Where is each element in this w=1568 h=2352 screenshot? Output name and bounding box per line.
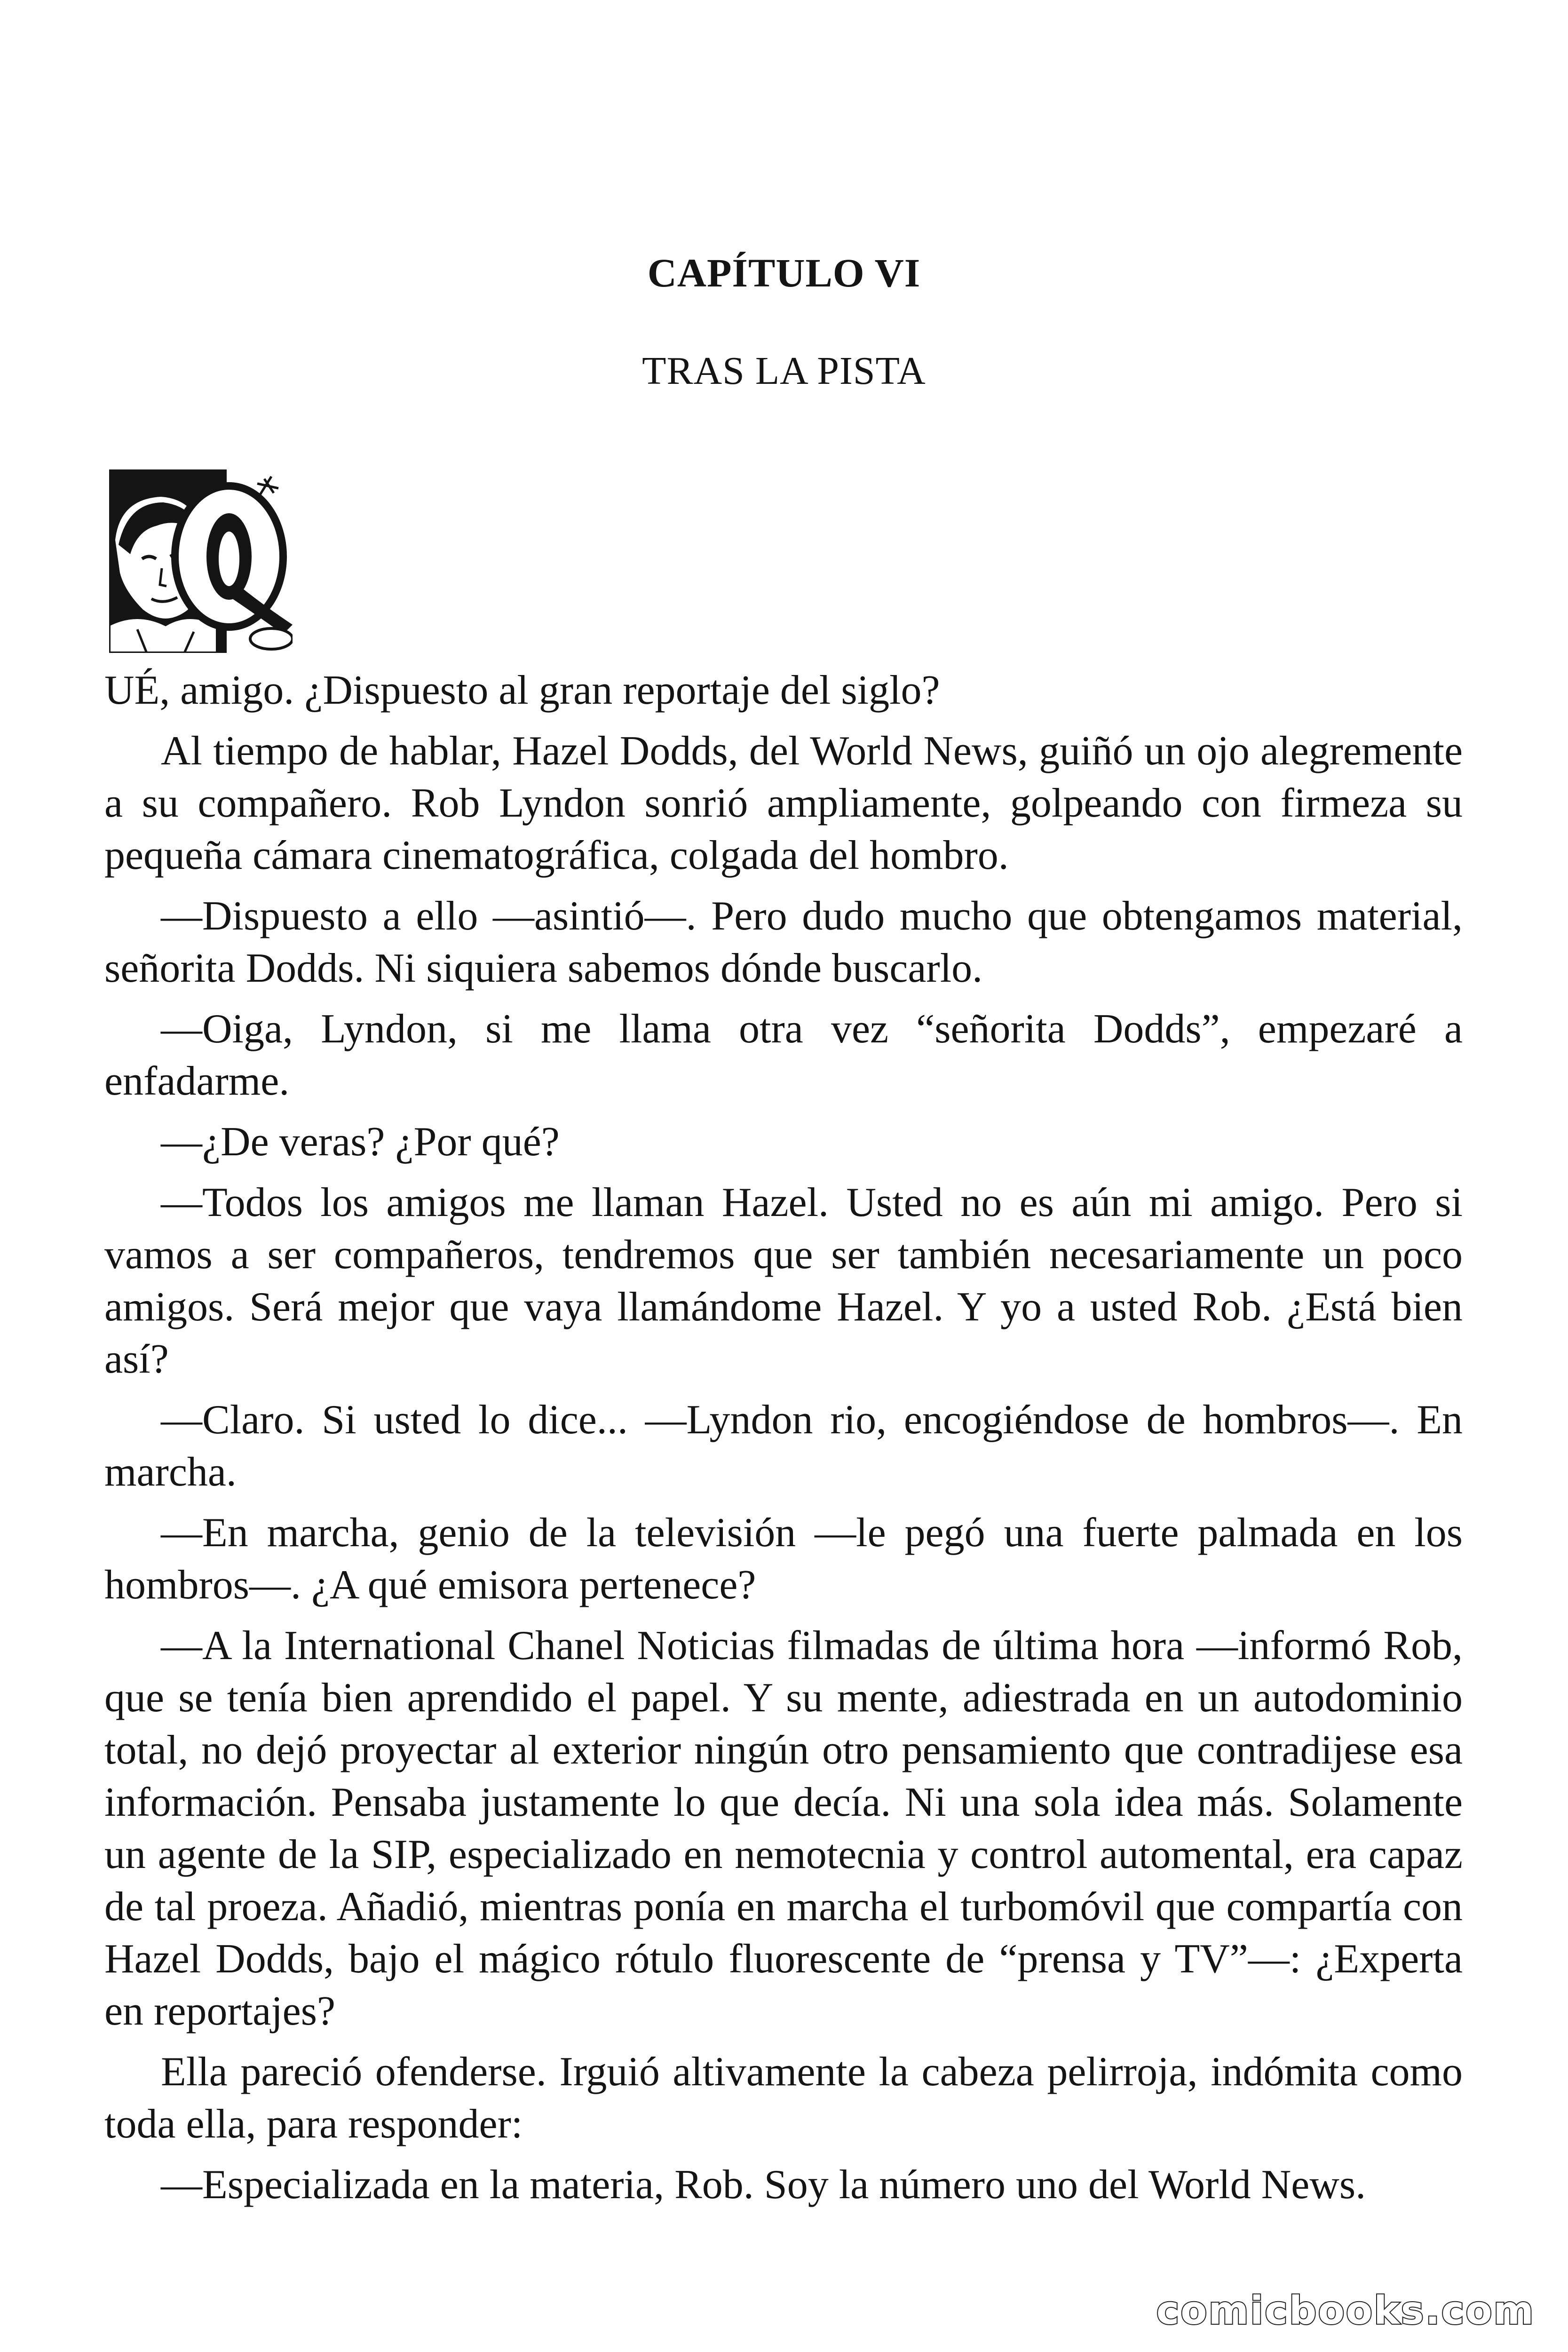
paragraph: —¿De veras? ¿Por qué? xyxy=(161,1119,560,1165)
watermark: comicbooks.com xyxy=(1156,2288,1535,2333)
paragraph: —Oiga, Lyndon, si me llama otra vez “señorita Dodds”, empezaré a enfadarme. xyxy=(104,1006,1463,1104)
body-text xyxy=(104,664,1463,2219)
chapter-subtitle: TRAS LA PISTA xyxy=(642,349,926,393)
paragraph: —En marcha, genio de la televisión —le pegó una fuerte palmada en los hombros—. ¿A qué emisora pertenece? xyxy=(104,1510,1463,1608)
paragraph: —Claro. Si usted lo dice... —Lyndon rio, encogiéndose de hombros—. En marcha. xyxy=(104,1397,1463,1495)
paragraph: —Dispuesto a ello —asintió—. Pero dudo mucho que obtengamos material, señorita Dodds. Ni siquiera sabemos dónde buscarlo. xyxy=(104,893,1463,991)
paragraph: Ella pareció ofenderse. Irguió altivamente la cabeza pelirroja, indómita como toda ella, para responder: xyxy=(104,2049,1463,2147)
paragraph: Al tiempo de hablar, Hazel Dodds, del World News, guiñó un ojo alegremente a su compañero. Rob Lyndon sonrió ampliamente, golpeando con firmeza su pequeña cámara cinematográfica, colgada del hombro. xyxy=(104,728,1463,878)
paragraph: —Especializada en la materia, Rob. Soy la número uno del World News. xyxy=(161,2162,1366,2208)
dropcap-illustration-icon xyxy=(109,469,293,653)
paragraph: —A la International Chanel Noticias filmadas de última hora —informó Rob, que se tenía bien aprendido el papel. Y su mente, adiestrada en un autodominio total, no dejó proyectar al exterior ningún otro pensamiento que contradijese esa información. Pensaba justamente lo que decía. Ni una sola idea más. Solamente un agente de la SIP, especializado en nemotecnia y control automental, era capaz de tal proeza. Añadió, mientras ponía en marcha el turbomóvil que compartía con Hazel Dodds, bajo el mágico rótulo fluorescente de “prensa y TV”—: ¿Experta en reportajes? xyxy=(104,1623,1463,2034)
paragraph: —Todos los amigos me llaman Hazel. Usted no es aún mi amigo. Pero si vamos a ser compañeros, tendremos que ser también necesariamente un poco amigos. Será mejor que vaya llamándome Hazel. Y yo a usted Rob. ¿Está bien así? xyxy=(104,1180,1463,1382)
chapter-title: CAPÍTULO VI xyxy=(647,250,921,295)
paragraph: UÉ, amigo. ¿Dispuesto al gran reportaje del siglo? xyxy=(104,667,940,713)
